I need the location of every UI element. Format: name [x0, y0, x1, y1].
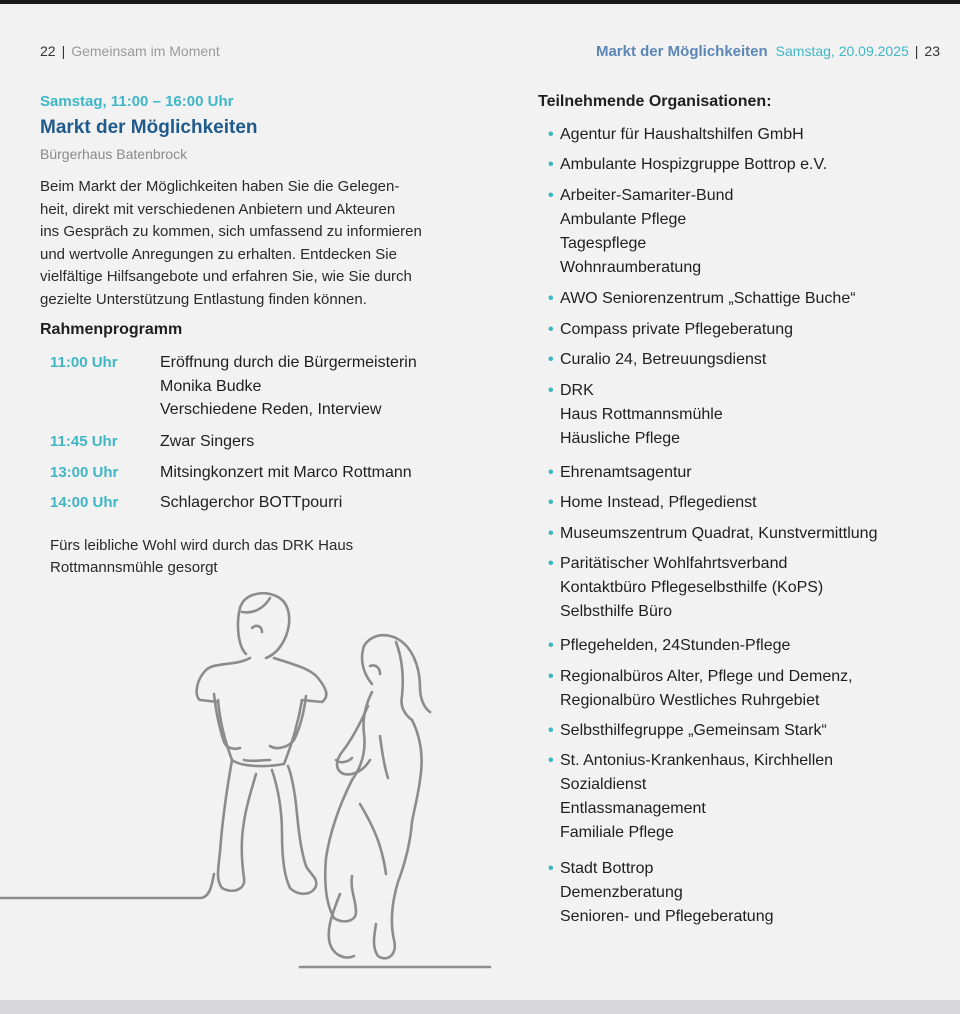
bullet-icon: •	[548, 752, 554, 769]
schedule-time: 11:45 Uhr	[50, 433, 118, 450]
organisation-subitem: Kontaktbüro Pflegeselbsthilfe (KoPS)	[560, 579, 824, 596]
organisation-item	[548, 552, 948, 624]
organisation-subitem: Selbsthilfe Büro	[560, 603, 673, 620]
organisation-item	[548, 287, 948, 311]
organisation-name: Compass private Pflegeberatung	[560, 321, 794, 338]
catering-note	[50, 535, 410, 579]
event-time: Samstag, 11:00 – 16:00 Uhr	[40, 93, 234, 110]
bullet-icon: •	[548, 722, 554, 739]
bullet-icon: •	[548, 290, 554, 307]
header-right	[596, 43, 940, 60]
organisation-name: AWO Seniorenzentrum „Schattige Buche“	[560, 290, 856, 307]
organisation-item	[548, 857, 948, 929]
organisation-item	[548, 491, 948, 515]
description-line: vielfältige Hilfsangebote und erfahren Sie, wie Sie durch	[40, 268, 412, 285]
page-number-right: 23	[924, 43, 940, 59]
organisation-name: Ehrenamtsagentur	[560, 464, 692, 481]
schedule-line: Monika Budke	[160, 377, 262, 395]
organisation-name: DRK	[560, 382, 594, 399]
organisation-name: Agentur für Haushaltshilfen GmbH	[560, 126, 804, 143]
event-description	[40, 176, 460, 311]
event-venue: Bürgerhaus Batenbrock	[40, 146, 188, 162]
organisation-subitem: Häusliche Pflege	[560, 430, 681, 447]
organisation-subitem: Entlassmanagement	[560, 800, 706, 817]
organisation-name: Regionalbüros Alter, Pflege und Demenz,	[560, 668, 853, 685]
organisation-item	[548, 749, 948, 845]
organisation-name: Home Instead, Pflegedienst	[560, 494, 757, 511]
bullet-icon: •	[548, 156, 554, 173]
section-title: Gemeinsam im Moment	[71, 43, 220, 59]
organisation-name: Arbeiter-Samariter-Bund	[560, 187, 734, 204]
organisation-subitem: Senioren- und Pflegeberatung	[560, 908, 774, 925]
organisation-item	[548, 318, 948, 342]
organisation-item	[548, 184, 948, 280]
organisation-subitem: Regionalbüro Westliches Ruhrgebiet	[560, 692, 820, 709]
organisation-subitem: Familiale Pflege	[560, 824, 674, 841]
event-title: Markt der Möglichkeiten	[40, 117, 258, 138]
header-left	[40, 43, 220, 59]
organisation-subitem: Sozialdienst	[560, 776, 647, 793]
schedule-time: 13:00 Uhr	[50, 464, 119, 481]
schedule-description	[160, 491, 342, 515]
organisation-name: Museumszentrum Quadrat, Kunstvermittlung	[560, 525, 878, 542]
schedule-description	[160, 351, 417, 422]
bullet-icon: •	[548, 637, 554, 654]
rahmenprogramm-heading: Rahmenprogramm	[40, 321, 183, 338]
schedule-line: Mitsingkonzert mit Marco Rottmann	[160, 464, 412, 481]
schedule-line: Eröffnung durch die Bürgermeisterin	[160, 354, 417, 371]
organisation-name: Curalio 24, Betreuungsdienst	[560, 351, 767, 368]
organisation-item	[548, 348, 948, 372]
page-number-left: 22	[40, 43, 56, 59]
bullet-icon: •	[548, 555, 554, 572]
schedule-time: 11:00 Uhr	[50, 354, 118, 371]
bullet-icon: •	[548, 187, 554, 204]
bullet-icon: •	[548, 464, 554, 481]
header-separator: |	[914, 43, 919, 59]
organisation-name: Stadt Bottrop	[560, 860, 654, 877]
organisation-subitem: Wohnraumberatung	[560, 259, 702, 276]
bullet-icon: •	[548, 126, 554, 143]
organisation-subitem: Demenzberatung	[560, 884, 683, 901]
bullet-icon: •	[548, 321, 554, 338]
description-line: ins Gespräch zu kommen, sich umfassend zu informieren	[40, 223, 422, 240]
note-line: Fürs leibliche Wohl wird durch das DRK Haus	[50, 537, 354, 554]
organisation-name: St. Antonius-Krankenhaus, Kirchhellen	[560, 752, 834, 769]
header-title: Markt der Möglichkeiten	[595, 43, 768, 60]
organisation-item	[548, 665, 948, 713]
organisation-subitem: Tagespflege	[560, 235, 647, 252]
description-line: und wertvolle Anregungen zu erhalten. Entdecken Sie	[40, 245, 397, 263]
bullet-icon: •	[548, 668, 554, 685]
organisation-item	[548, 719, 948, 743]
bullet-icon: •	[548, 494, 554, 511]
organisation-item	[548, 634, 948, 658]
header-separator: |	[61, 43, 66, 59]
bullet-icon: •	[548, 860, 554, 877]
description-line: heit, direkt mit verschiedenen Anbietern und Akteuren	[40, 200, 396, 218]
organisation-item	[548, 522, 948, 546]
note-line: Rottmannsmühle gesorgt	[50, 559, 218, 576]
organisation-subitem: Ambulante Pflege	[560, 211, 687, 228]
organisation-item	[548, 379, 948, 451]
schedule-line: Verschiedene Reden, Interview	[160, 401, 382, 418]
schedule-time: 14:00 Uhr	[50, 494, 119, 511]
bullet-icon: •	[548, 382, 554, 399]
organisation-item	[548, 123, 948, 147]
description-line: gezielte Unterstützung Entlastung finden können.	[40, 290, 367, 308]
organisation-name: Pflegehelden, 24Stunden-Pflege	[560, 637, 791, 654]
bullet-icon: •	[548, 351, 554, 368]
organisation-name: Paritätischer Wohlfahrtsverband	[560, 555, 788, 572]
description-line: Beim Markt der Möglichkeiten haben Sie die Gelegen-	[40, 178, 400, 195]
organisation-name: Selbsthilfegruppe „Gemeinsam Stark“	[560, 722, 827, 739]
schedule-description	[160, 430, 254, 454]
bullet-icon: •	[548, 525, 554, 542]
bottom-band	[0, 1000, 960, 1014]
brochure-spread	[0, 4, 960, 1000]
schedule-line: Zwar Singers	[160, 433, 255, 450]
two-people-line-drawing-icon	[0, 584, 500, 984]
organisation-item	[548, 153, 948, 177]
organisations-heading: Teilnehmende Organisationen:	[538, 93, 772, 110]
schedule-line: Schlagerchor BOTTpourri	[160, 494, 343, 511]
header-date: Samstag, 20.09.2025	[775, 43, 909, 59]
organisation-name: Ambulante Hospizgruppe Bottrop e.V.	[560, 156, 828, 173]
organisation-item	[548, 461, 948, 485]
organisation-subitem: Haus Rottmannsmühle	[560, 406, 723, 423]
schedule-description	[160, 461, 412, 485]
